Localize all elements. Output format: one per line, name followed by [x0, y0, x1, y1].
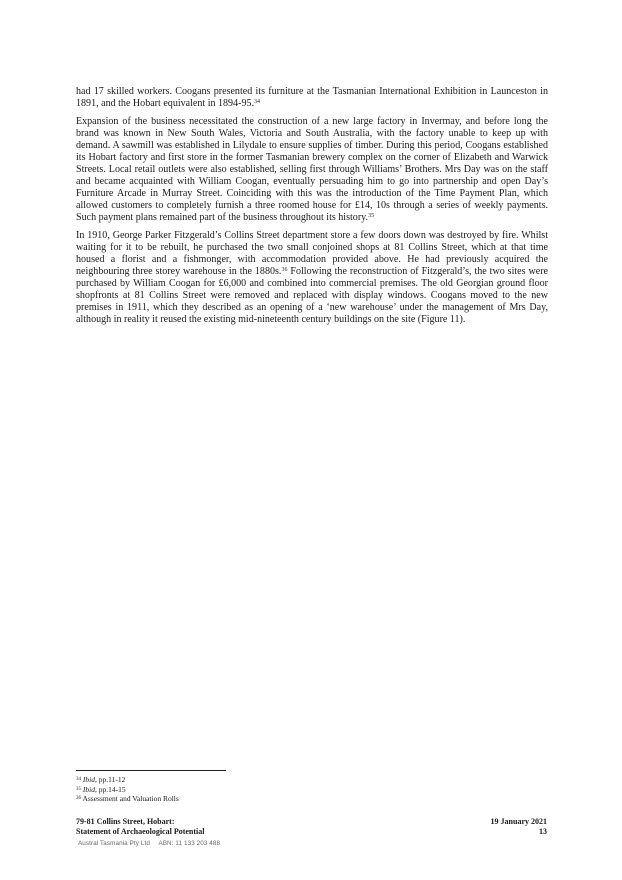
footer-date: 19 January 2021 [490, 817, 547, 826]
footnote-ref-35: 35 [368, 213, 375, 219]
page-number: 13 [539, 827, 547, 836]
footer-document-title: 79-81 Collins Street, Hobart: Statement of Archaeological Potential [76, 817, 205, 836]
paragraph-2: Expansion of the business necessitated the construction of a new large factory in Invermay, and before long the brand was known in New South Wales, Victoria and South Australia, with the factory unable to keep up with demand. A sawmill was established in Lilydale to ensure supplies of timber. During this period, Coogans established its Hobart factory and first store in the former Tasmanian brewery complex on the corner of Elizabeth and Warwick Streets. Local retail outlets were also established, selling first through Williams’ Brothers. Mrs Day was on the staff and became acquainted with William Coogan, eventually persuading him to go into partnership and open Day’s Furniture Arcade in Murray Street. Coinciding with this was the introduction of the Time Payment Plan, which allowed customers to completely furnish a three roomed house for £14, 10s through a series of weekly payments. Such payment plans remained part of the business throughout its history.$^{35}$ [76, 116, 548, 223]
company-abn: ABN: 11 133 203 488 [158, 840, 221, 847]
footnote-35: $^{35}$ Ibid, pp.14-15 [76, 784, 126, 794]
company-info [78, 840, 227, 847]
company-name: Austral Tasmania Pty Ltd [78, 840, 150, 847]
footnote-ref-36: 36 [281, 267, 288, 273]
footnote-34: $^{34}$ Ibid, pp.11-12 [76, 775, 126, 784]
footer-date-page [491, 817, 547, 837]
paragraph-3: In 1910, George Parker Fitzgerald’s Collins Street department store a few doors down was destroyed by fire. Whilst waiting for it to be rebuilt, he purchased the two small conjoined shops at 81 Collins Street, which at that time housed a florist and a fishmonger, with accommodation provided above. He had previously acquired the neighbouring three storey warehouse in the 1880s.$^{36}$ Following the reconstruction of Fitzgerald’s, the two sites were purchased by William Coogan for £6,000 and combined into commercial premises. The old Georgian ground floor shopfronts at 81 Collins Street were removed and replaced with display windows. Coogans moved to the new premises in 1911, which they described as an opening of a ‘new warehouse’ under the management of Mrs Day, although in reality it reused the existing mid-nineteenth century buildings on the site (Figure 11). [76, 230, 549, 325]
footnote-ref-34: 34 [254, 99, 261, 105]
main-text [76, 86, 548, 332]
footnote-36: $^{36}$ Assessment and Valuation Rolls [76, 794, 179, 803]
footnote-divider [76, 770, 226, 771]
footnotes [76, 775, 376, 804]
paragraph-1: had 17 skilled workers. Coogans presented its furniture at the Tasmanian International Exhibition in Launceston in 1891, and the Hobart equivalent in 1894-95.34 [76, 86, 548, 109]
